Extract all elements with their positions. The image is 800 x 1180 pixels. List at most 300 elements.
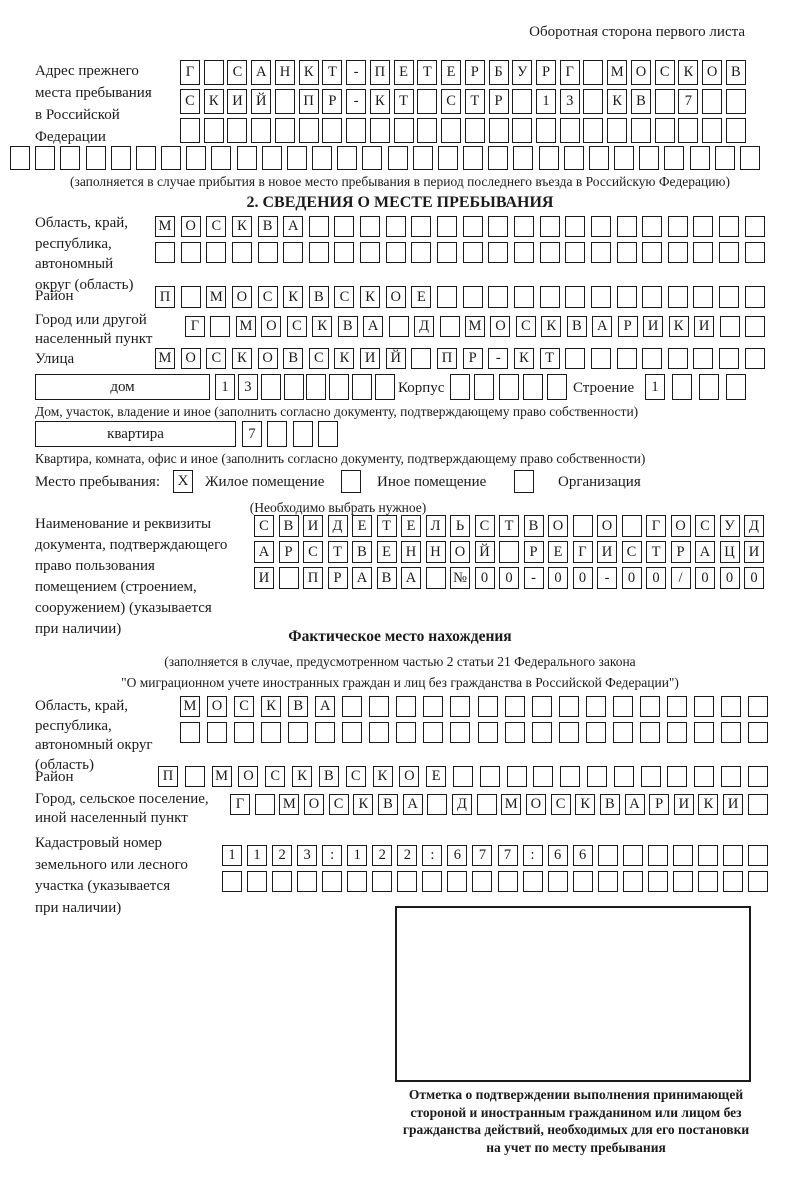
char-cell[interactable]: Н [401,541,421,563]
char-cell[interactable] [318,421,338,447]
char-cell[interactable] [437,216,457,237]
char-cell[interactable]: 7 [242,421,262,447]
char-cell[interactable] [389,316,409,337]
char-cell[interactable] [694,722,714,743]
residence-type-checkbox-org[interactable] [514,470,534,493]
char-cell[interactable] [279,567,299,589]
char-cell[interactable] [441,118,461,143]
char-cell[interactable] [721,766,741,787]
char-cell[interactable] [306,374,326,400]
char-cell[interactable]: Р [671,541,691,563]
char-cell[interactable] [668,242,688,263]
char-cell[interactable]: Т [499,515,519,537]
char-cell[interactable]: М [279,794,299,815]
char-cell[interactable] [180,118,200,143]
char-cell[interactable]: 1 [347,845,367,866]
char-cell[interactable] [505,696,525,717]
char-cell[interactable] [573,871,593,892]
char-cell[interactable] [748,845,768,866]
char-cell[interactable]: С [441,89,461,114]
char-cell[interactable]: А [254,541,274,563]
char-cell[interactable]: М [212,766,232,787]
char-cell[interactable]: 1 [645,374,665,400]
char-cell[interactable] [617,242,637,263]
char-cell[interactable] [204,60,224,85]
char-cell[interactable]: - [346,89,366,114]
char-cell[interactable]: 0 [744,567,764,589]
char-cell[interactable] [463,286,483,308]
char-cell[interactable] [386,216,406,237]
char-cell[interactable]: Г [180,60,200,85]
char-cell[interactable] [322,118,342,143]
char-cell[interactable] [623,871,643,892]
char-cell[interactable] [411,242,431,263]
char-cell[interactable] [719,348,739,369]
char-cell[interactable]: К [541,316,561,337]
char-cell[interactable]: И [360,348,380,369]
char-cell[interactable] [450,696,470,717]
char-cell[interactable]: С [287,316,307,337]
char-cell[interactable] [488,216,508,237]
char-cell[interactable] [617,286,637,308]
char-cell[interactable]: - [597,567,617,589]
char-cell[interactable] [514,242,534,263]
char-cell[interactable] [598,845,618,866]
char-cell[interactable] [423,696,443,717]
char-cell[interactable] [342,722,362,743]
char-cell[interactable] [299,118,319,143]
char-cell[interactable] [748,794,768,815]
char-cell[interactable] [668,348,688,369]
char-cell[interactable] [237,146,257,170]
char-cell[interactable] [540,286,560,308]
char-cell[interactable] [272,871,292,892]
char-cell[interactable] [346,118,366,143]
char-cell[interactable]: М [465,316,485,337]
char-cell[interactable] [693,242,713,263]
char-cell[interactable] [388,146,408,170]
char-cell[interactable]: Й [251,89,271,114]
char-cell[interactable] [565,216,585,237]
char-cell[interactable]: О [207,696,227,717]
char-cell[interactable]: А [401,567,421,589]
char-cell[interactable] [719,242,739,263]
char-cell[interactable] [478,696,498,717]
char-cell[interactable] [548,871,568,892]
char-cell[interactable]: С [309,348,329,369]
char-cell[interactable] [587,766,607,787]
char-cell[interactable]: К [334,348,354,369]
char-cell[interactable]: М [501,794,521,815]
char-cell[interactable]: В [283,348,303,369]
char-cell[interactable]: О [399,766,419,787]
char-cell[interactable]: Р [524,541,544,563]
char-cell[interactable] [293,421,313,447]
char-cell[interactable]: К [299,60,319,85]
char-cell[interactable] [613,722,633,743]
char-cell[interactable]: К [283,286,303,308]
char-cell[interactable] [655,89,675,114]
char-cell[interactable] [698,845,718,866]
residence-type-checkbox-inoe[interactable] [341,470,361,493]
char-cell[interactable]: 1 [247,845,267,866]
char-cell[interactable]: С [234,696,254,717]
char-cell[interactable]: У [720,515,740,537]
char-cell[interactable]: М [180,696,200,717]
char-cell[interactable] [748,696,768,717]
char-cell[interactable] [315,722,335,743]
char-cell[interactable] [498,871,518,892]
char-cell[interactable]: В [338,316,358,337]
char-cell[interactable]: Й [475,541,495,563]
char-cell[interactable] [309,216,329,237]
char-cell[interactable]: 0 [475,567,495,589]
char-cell[interactable] [427,794,447,815]
char-cell[interactable]: Р [649,794,669,815]
char-cell[interactable] [591,216,611,237]
char-cell[interactable] [721,696,741,717]
char-cell[interactable] [641,766,661,787]
char-cell[interactable] [507,766,527,787]
char-cell[interactable]: О [597,515,617,537]
char-cell[interactable] [297,871,317,892]
char-cell[interactable]: С [655,60,675,85]
char-cell[interactable]: В [377,567,397,589]
char-cell[interactable]: С [551,794,571,815]
char-cell[interactable] [423,722,443,743]
char-cell[interactable] [417,118,437,143]
char-cell[interactable] [642,242,662,263]
char-cell[interactable] [698,871,718,892]
char-cell[interactable] [206,242,226,263]
char-cell[interactable] [598,871,618,892]
char-cell[interactable]: С [227,60,247,85]
char-cell[interactable] [477,794,497,815]
char-cell[interactable] [450,374,470,400]
char-cell[interactable]: О [304,794,324,815]
char-cell[interactable] [667,696,687,717]
char-cell[interactable] [513,146,533,170]
char-cell[interactable] [251,118,271,143]
char-cell[interactable] [499,541,519,563]
char-cell[interactable]: О [386,286,406,308]
char-cell[interactable]: С [516,316,536,337]
char-cell[interactable] [394,118,414,143]
char-cell[interactable] [284,374,304,400]
char-cell[interactable]: Е [441,60,461,85]
char-cell[interactable]: : [523,845,543,866]
char-cell[interactable]: Е [394,60,414,85]
char-cell[interactable] [255,794,275,815]
char-cell[interactable] [136,146,156,170]
char-cell[interactable] [234,722,254,743]
char-cell[interactable]: В [726,60,746,85]
char-cell[interactable]: 6 [573,845,593,866]
char-cell[interactable]: О [261,316,281,337]
char-cell[interactable] [262,146,282,170]
char-cell[interactable]: В [258,216,278,237]
char-cell[interactable]: Б [489,60,509,85]
char-cell[interactable]: К [292,766,312,787]
char-cell[interactable] [267,421,287,447]
char-cell[interactable] [397,871,417,892]
char-cell[interactable]: Р [465,60,485,85]
char-cell[interactable]: В [309,286,329,308]
char-cell[interactable]: Т [328,541,348,563]
char-cell[interactable]: И [254,567,274,589]
char-cell[interactable]: П [303,567,323,589]
char-cell[interactable]: 0 [695,567,715,589]
char-cell[interactable]: О [631,60,651,85]
char-cell[interactable] [463,146,483,170]
char-cell[interactable] [693,348,713,369]
char-cell[interactable]: В [288,696,308,717]
char-cell[interactable]: О [450,541,470,563]
char-cell[interactable] [210,316,230,337]
char-cell[interactable] [740,146,760,170]
char-cell[interactable]: Т [322,60,342,85]
char-cell[interactable]: П [158,766,178,787]
char-cell[interactable] [207,722,227,743]
char-cell[interactable]: П [370,60,390,85]
char-cell[interactable]: К [373,766,393,787]
char-cell[interactable]: Д [744,515,764,537]
char-cell[interactable] [672,374,692,400]
char-cell[interactable] [512,118,532,143]
char-cell[interactable] [472,871,492,892]
char-cell[interactable] [719,286,739,308]
char-cell[interactable]: Т [377,515,397,537]
char-cell[interactable] [694,766,714,787]
char-cell[interactable] [631,118,651,143]
char-cell[interactable]: С [329,794,349,815]
char-cell[interactable]: Г [573,541,593,563]
char-cell[interactable]: 3 [297,845,317,866]
char-cell[interactable] [559,696,579,717]
char-cell[interactable] [591,348,611,369]
char-cell[interactable]: С [622,541,642,563]
char-cell[interactable] [512,89,532,114]
char-cell[interactable]: М [155,348,175,369]
char-cell[interactable] [181,242,201,263]
char-cell[interactable]: М [206,286,226,308]
char-cell[interactable] [161,146,181,170]
char-cell[interactable]: 2 [397,845,417,866]
char-cell[interactable]: Г [230,794,250,815]
char-cell[interactable] [726,374,746,400]
char-cell[interactable]: О [526,794,546,815]
char-cell[interactable]: Т [540,348,560,369]
char-cell[interactable]: Р [279,541,299,563]
char-cell[interactable] [583,60,603,85]
char-cell[interactable] [560,766,580,787]
char-cell[interactable] [693,286,713,308]
char-cell[interactable] [726,89,746,114]
char-cell[interactable]: П [437,348,457,369]
char-cell[interactable] [583,89,603,114]
char-cell[interactable] [573,515,593,537]
char-cell[interactable]: С [180,89,200,114]
char-cell[interactable]: Г [646,515,666,537]
char-cell[interactable]: Т [646,541,666,563]
char-cell[interactable] [258,242,278,263]
char-cell[interactable] [505,722,525,743]
char-cell[interactable] [540,216,560,237]
char-cell[interactable]: - [488,348,508,369]
char-cell[interactable] [726,118,746,143]
char-cell[interactable]: К [514,348,534,369]
char-cell[interactable]: 3 [560,89,580,114]
char-cell[interactable] [559,722,579,743]
char-cell[interactable] [642,216,662,237]
char-cell[interactable] [222,871,242,892]
char-cell[interactable]: 2 [272,845,292,866]
char-cell[interactable] [10,146,30,170]
char-cell[interactable]: А [363,316,383,337]
char-cell[interactable] [438,146,458,170]
char-cell[interactable] [723,871,743,892]
char-cell[interactable] [748,766,768,787]
char-cell[interactable] [745,242,765,263]
char-cell[interactable] [668,286,688,308]
char-cell[interactable] [721,722,741,743]
char-cell[interactable] [309,242,329,263]
char-cell[interactable]: О [232,286,252,308]
char-cell[interactable] [715,146,735,170]
char-cell[interactable]: К [575,794,595,815]
char-cell[interactable] [180,722,200,743]
char-cell[interactable] [639,146,659,170]
char-cell[interactable] [417,89,437,114]
char-cell[interactable]: Т [417,60,437,85]
char-cell[interactable] [693,216,713,237]
char-cell[interactable] [720,316,740,337]
char-cell[interactable]: К [312,316,332,337]
char-cell[interactable] [702,89,722,114]
char-cell[interactable] [678,118,698,143]
char-cell[interactable]: О [238,766,258,787]
char-cell[interactable]: Т [465,89,485,114]
char-cell[interactable] [204,118,224,143]
char-cell[interactable]: К [370,89,390,114]
char-cell[interactable] [499,374,519,400]
char-cell[interactable]: 1 [536,89,556,114]
char-cell[interactable]: И [643,316,663,337]
char-cell[interactable] [411,216,431,237]
char-cell[interactable]: В [600,794,620,815]
char-cell[interactable]: И [723,794,743,815]
char-cell[interactable] [396,722,416,743]
char-cell[interactable] [523,374,543,400]
char-cell[interactable]: Р [618,316,638,337]
char-cell[interactable]: А [352,567,372,589]
char-cell[interactable] [478,722,498,743]
char-cell[interactable] [723,845,743,866]
char-cell[interactable]: 0 [548,567,568,589]
residence-type-checkbox-zhiloe[interactable]: X [173,470,193,493]
char-cell[interactable]: Г [185,316,205,337]
char-cell[interactable]: Р [328,567,348,589]
char-cell[interactable] [396,696,416,717]
char-cell[interactable] [283,242,303,263]
char-cell[interactable] [702,118,722,143]
char-cell[interactable] [185,766,205,787]
char-cell[interactable] [488,146,508,170]
char-cell[interactable] [450,722,470,743]
char-cell[interactable]: / [671,567,691,589]
char-cell[interactable] [745,348,765,369]
char-cell[interactable] [564,146,584,170]
char-cell[interactable] [622,515,642,537]
char-cell[interactable]: М [155,216,175,237]
char-cell[interactable] [488,242,508,263]
char-cell[interactable] [745,286,765,308]
char-cell[interactable] [586,722,606,743]
char-cell[interactable] [426,567,446,589]
char-cell[interactable] [489,118,509,143]
char-cell[interactable] [591,242,611,263]
char-cell[interactable]: Р [536,60,556,85]
char-cell[interactable]: Р [322,89,342,114]
char-cell[interactable]: А [625,794,645,815]
char-cell[interactable]: : [422,845,442,866]
char-cell[interactable]: С [258,286,278,308]
char-cell[interactable] [540,242,560,263]
char-cell[interactable]: - [524,567,544,589]
char-cell[interactable]: К [353,794,373,815]
char-cell[interactable]: О [702,60,722,85]
char-cell[interactable]: П [299,89,319,114]
char-cell[interactable] [655,118,675,143]
char-cell[interactable]: А [695,541,715,563]
char-cell[interactable]: Ь [450,515,470,537]
char-cell[interactable] [565,242,585,263]
char-cell[interactable]: И [674,794,694,815]
char-cell[interactable]: 1 [222,845,242,866]
char-cell[interactable]: В [279,515,299,537]
char-cell[interactable]: С [346,766,366,787]
char-cell[interactable] [614,146,634,170]
char-cell[interactable]: К [204,89,224,114]
char-cell[interactable] [673,871,693,892]
char-cell[interactable]: О [548,515,568,537]
char-cell[interactable] [539,146,559,170]
char-cell[interactable] [623,845,643,866]
char-cell[interactable]: В [567,316,587,337]
char-cell[interactable] [699,374,719,400]
char-cell[interactable] [536,118,556,143]
char-cell[interactable] [648,871,668,892]
char-cell[interactable]: М [236,316,256,337]
char-cell[interactable] [463,216,483,237]
char-cell[interactable] [247,871,267,892]
char-cell[interactable]: С [475,515,495,537]
char-cell[interactable] [465,118,485,143]
char-cell[interactable] [275,118,295,143]
char-cell[interactable] [288,722,308,743]
char-cell[interactable] [347,871,367,892]
char-cell[interactable] [532,722,552,743]
char-cell[interactable] [372,871,392,892]
char-cell[interactable]: Е [352,515,372,537]
char-cell[interactable] [617,348,637,369]
char-cell[interactable]: А [592,316,612,337]
char-cell[interactable] [186,146,206,170]
char-cell[interactable] [614,766,634,787]
char-cell[interactable] [591,286,611,308]
char-cell[interactable]: С [334,286,354,308]
char-cell[interactable] [667,766,687,787]
